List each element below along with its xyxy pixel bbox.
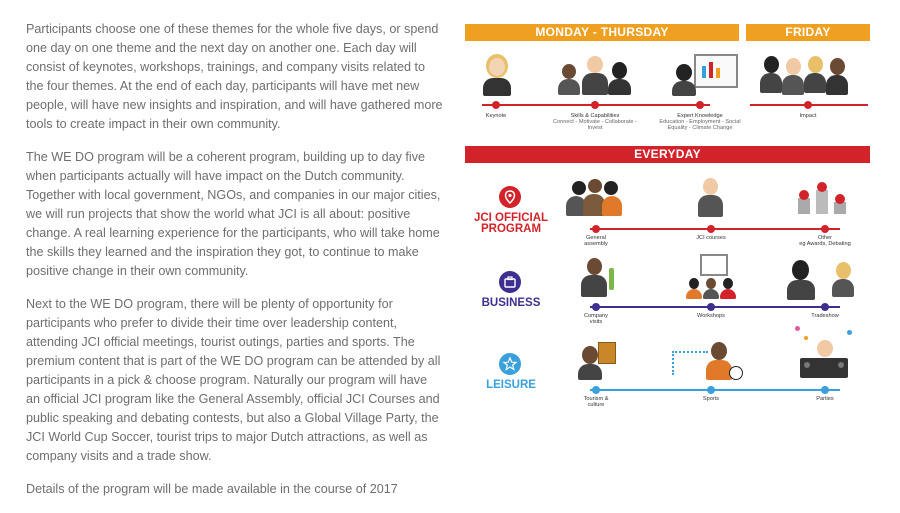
briefcase-icon	[499, 271, 521, 293]
tradeshow-dot	[821, 303, 829, 311]
paragraph-themes: Participants choose one of these themes for the whole five days, or spend one day on one theme and the next day on another one. Each day will consist of keynotes, workshops, trainings, and company visits related to the four themes. At the end of each day, participants will have met new people, will have new insights and inspiration, and will have gathered more tools to create impact in their own community.	[26, 22, 443, 131]
business-category-label: BUSINESS	[481, 297, 541, 309]
skills-dot	[591, 101, 599, 109]
sports-dot	[707, 386, 715, 394]
friday-header: FRIDAY	[746, 24, 870, 41]
keynote-dot	[492, 101, 500, 109]
impact-caption: Impact	[799, 113, 817, 119]
expert-caption: Expert Knowledge Education - Employment - Social Equality - Climate Change	[659, 113, 741, 132]
tradeshow-caption: Tradeshow	[811, 313, 839, 319]
paragraph-details: Details of the program will be made available in the course of 2017	[26, 482, 398, 496]
other-caption: Other eg Awards, Debating	[799, 235, 851, 248]
leisure-timeline	[590, 389, 840, 391]
other-dot	[821, 225, 829, 233]
program-description	[26, 20, 444, 513]
company-visits-caption: Company visits	[584, 313, 608, 326]
program-infographic	[462, 18, 874, 413]
company-visits-dot	[592, 303, 600, 311]
expert-dot	[696, 101, 704, 109]
general-assembly-caption: General assembly	[584, 235, 608, 248]
paragraph-other-opportunities: Next to the WE DO program, there will be plenty of opportunity for participants who prefer to divide their time over leadership content, attending JCI official meetings, tourist outings, parties and sports. The premium content that is part of the WE DO program can be attended by all participants in a pick & choose program. Naturally our program will have an official JCI program like the General Assembly, official JCI Courses and public speaking and debating contests, but also a Global Village Party, the JCI World Cup Soccer, tourist trips to major Dutch attractions, as well as company visits and a trade show.	[26, 297, 441, 463]
skills-caption: Skills & Capabilities Connect - Motivate - Collaborate - Invest	[553, 113, 637, 132]
jci-official-timeline	[590, 228, 840, 230]
impact-dot	[804, 101, 812, 109]
location-pin-icon	[499, 186, 521, 208]
keynote-caption: Keynote	[485, 113, 507, 119]
business-timeline	[590, 306, 840, 308]
parties-caption: Parties	[816, 396, 834, 402]
workshops-dot	[707, 303, 715, 311]
parties-dot	[821, 386, 829, 394]
star-icon	[499, 353, 521, 375]
tourism-caption: Tourism & culture	[583, 396, 609, 409]
weekday-header: MONDAY - THURSDAY	[465, 24, 739, 41]
jci-courses-caption: JCI courses	[696, 235, 726, 241]
tourism-dot	[592, 386, 600, 394]
workshops-caption: Workshops	[697, 313, 725, 319]
jci-courses-dot	[707, 225, 715, 233]
jci-official-category-label: JCI OFFICIAL PROGRAM	[473, 212, 549, 235]
sports-caption: Sports	[702, 396, 720, 402]
leisure-category-label: LEISURE	[486, 379, 536, 391]
general-assembly-dot	[592, 225, 600, 233]
everyday-header: EVERYDAY	[465, 146, 870, 163]
paragraph-we-do-program: The WE DO program will be a coherent program, building up to day five when participants actually will have impact on the Dutch community. Together with local government, NGOs, and companies in our major cities, we will run projects that show the world what JCI is all about: positive change. A real learning experience for the participants, who will take home the skills they learned and the inspiration they got, to continue to make positive change in their own community.	[26, 150, 441, 278]
